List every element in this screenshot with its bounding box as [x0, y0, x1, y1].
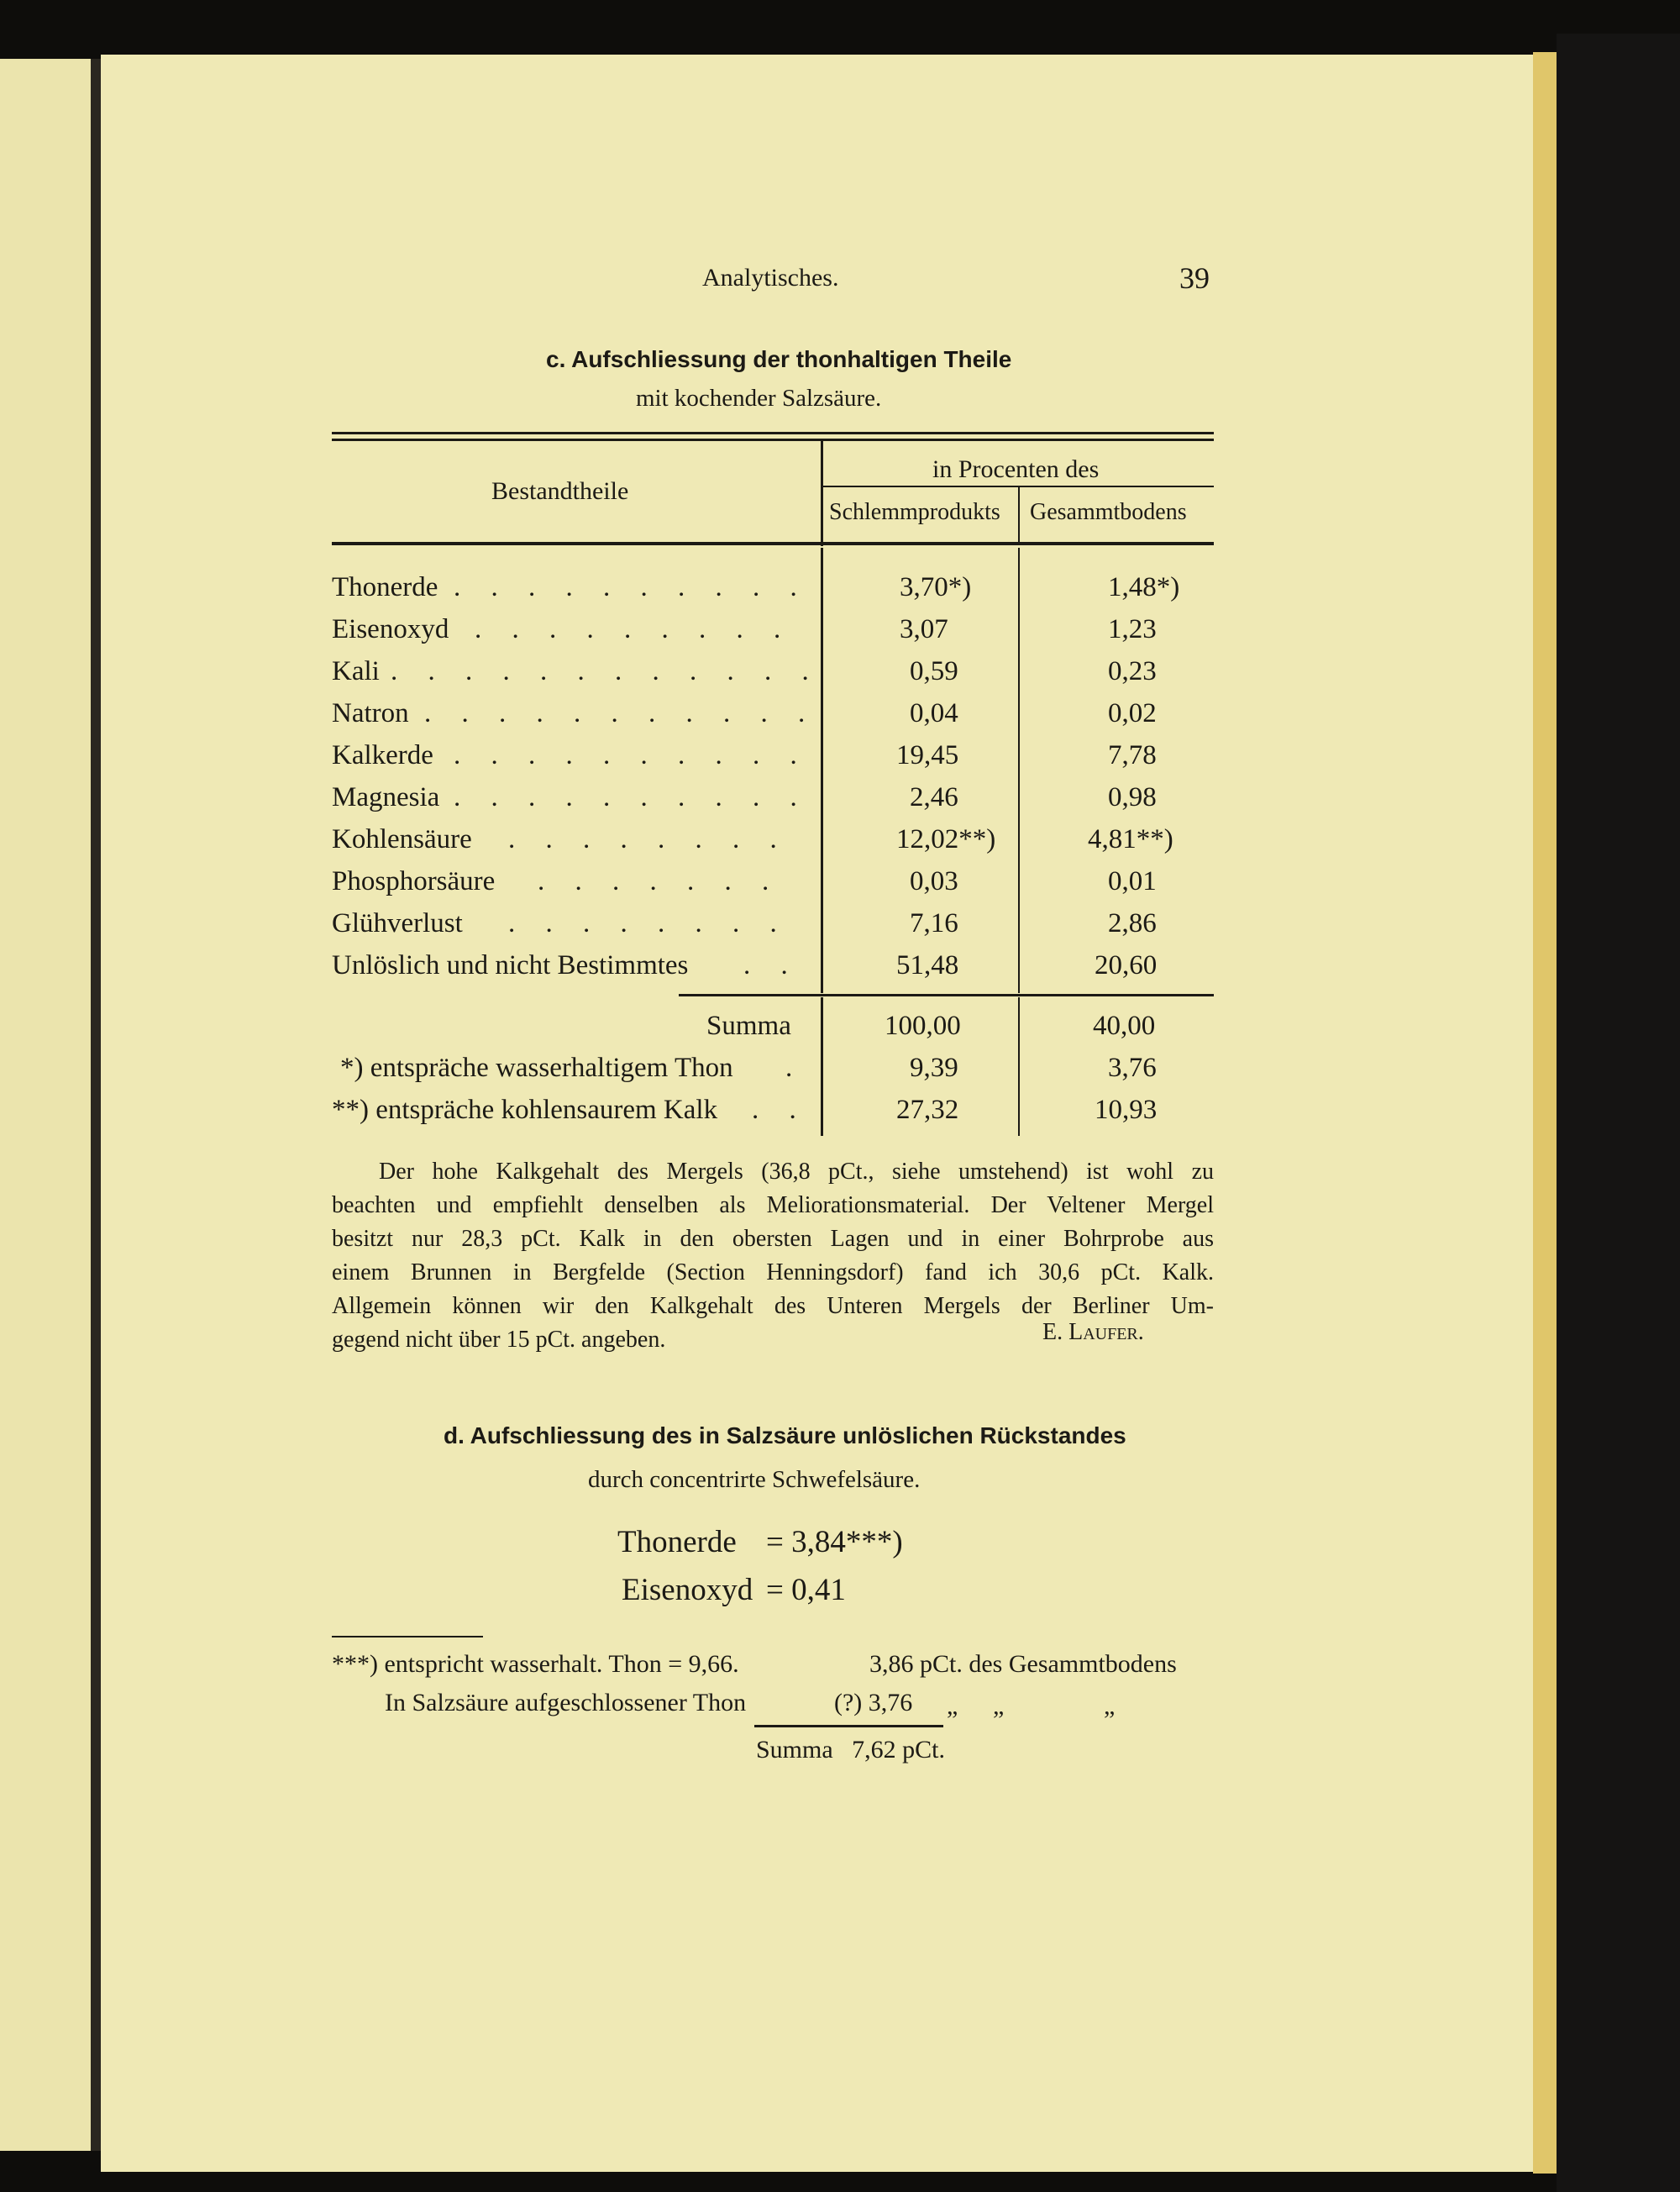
section-c-subtitle: mit kochender Salzsäure. [636, 385, 882, 412]
row-name: Unlöslich und nicht Bestimmtes [332, 950, 689, 980]
page-block-edge [1533, 52, 1557, 2174]
footnote-line-1-left: ***) entspricht wasserhalt. Thon = 9,66. [332, 1650, 739, 1678]
note-label: *) entspräche wasserhaltigem Thon [340, 1053, 733, 1083]
row-value-schlemm: 0,03 [910, 866, 958, 896]
paragraph-line: beachten und empfiehlt denselben als Meliorationsmaterial. Der Veltener Mergel [332, 1192, 1214, 1218]
paragraph-line: Der hohe Kalkgehalt des Mergels (36,8 pCt., siehe umstehend) ist wohl zu [379, 1159, 1214, 1185]
table-sum-rule [679, 994, 1214, 996]
footnote-line-1-right: 3,86 pCt. des Gesammtbodens [869, 1650, 1177, 1678]
row-value-schlemm: 51,48 [896, 950, 959, 980]
row-value-gesammt: 4,81**) [1088, 824, 1173, 854]
equation-thonerde-value: = 3,84***) [766, 1525, 903, 1559]
row-value-gesammt: 0,01 [1108, 866, 1157, 896]
page-number: 39 [1179, 261, 1210, 295]
note-value-schlemm: 9,39 [910, 1053, 958, 1083]
table-header-rule [332, 542, 1214, 545]
table-vrule-header-2 [1018, 487, 1020, 543]
table-top-rule-2 [332, 439, 1214, 441]
footnote-line-2-value: (?) 3,76 [834, 1689, 913, 1716]
row-value-schlemm: 3,07 [900, 614, 948, 644]
leader-dots: . . . . . . . . . . [454, 740, 809, 770]
row-value-schlemm: 7,16 [910, 908, 958, 938]
table-row [332, 908, 1214, 950]
ditto-mark: „ [1104, 1692, 1116, 1720]
footnote-sum-rule [754, 1725, 943, 1727]
table-row [332, 950, 1214, 992]
table-vrule-header [821, 441, 823, 546]
leader-dots: . . . . . . . . . . . . [391, 656, 821, 686]
table-top-rule [332, 432, 1214, 434]
table-note-row [332, 1053, 1214, 1095]
paragraph-line: besitzt nur 28,3 pCt. Kalk in den obersten Lagen und in einer Bohrprobe aus [332, 1226, 1214, 1252]
row-name: Kalkerde [332, 740, 433, 770]
footnote-sum: Summa 7,62 pCt. [756, 1736, 946, 1764]
equation-eisenoxyd-value: = 0,41 [766, 1573, 846, 1607]
table-sum-row [332, 1011, 1214, 1053]
leader-dots: . . . . . . . . . . . [424, 698, 817, 728]
book-cover [1557, 34, 1680, 2192]
row-value-gesammt: 0,02 [1108, 698, 1157, 728]
table-row [332, 740, 1214, 782]
row-name: Natron [332, 698, 409, 728]
note-label: **) entspräche kohlensaurem Kalk [332, 1095, 718, 1125]
row-value-gesammt: 1,48*) [1108, 572, 1180, 602]
leader-dots: . [785, 1053, 805, 1083]
row-name: Magnesia [332, 782, 440, 812]
row-value-schlemm: 3,70*) [900, 572, 972, 602]
col-header-schlemmprodukts: Schlemmprodukts [829, 499, 1000, 525]
col-header-gesammtbodens: Gesammtbodens [1030, 499, 1187, 525]
note-value-schlemm: 27,32 [896, 1095, 959, 1125]
row-value-gesammt: 20,60 [1095, 950, 1158, 980]
sum-label: Summa [706, 1011, 791, 1041]
table-row [332, 782, 1214, 824]
leader-dots: . . [752, 1095, 808, 1125]
row-value-schlemm: 19,45 [896, 740, 959, 770]
equation-eisenoxyd-name: Eisenoxyd [622, 1573, 753, 1607]
ditto-mark: „ [993, 1692, 1005, 1720]
row-name: Kali [332, 656, 380, 686]
row-value-gesammt: 2,86 [1108, 908, 1157, 938]
row-value-schlemm: 2,46 [910, 782, 958, 812]
table-note-row [332, 1095, 1214, 1137]
row-value-schlemm: 0,04 [910, 698, 958, 728]
table-row [332, 698, 1214, 740]
facing-page-edge [0, 59, 97, 2151]
table-row [332, 572, 1214, 614]
row-value-schlemm: 12,02**) [896, 824, 996, 854]
leader-dots: . . [743, 950, 800, 980]
table-row [332, 866, 1214, 908]
col-header-bestandtheile: Bestandtheile [491, 477, 629, 505]
paragraph-line: einem Brunnen in Bergfelde (Section Henningsdorf) fand ich 30,6 pCt. Kalk. [332, 1259, 1214, 1285]
row-value-gesammt: 1,23 [1108, 614, 1157, 644]
row-value-gesammt: 0,98 [1108, 782, 1157, 812]
leader-dots: . . . . . . . . [508, 908, 789, 938]
sum-value-schlemm: 100,00 [885, 1011, 961, 1041]
row-value-gesammt: 0,23 [1108, 656, 1157, 686]
paragraph-line: gegend nicht über 15 pCt. angeben. [332, 1327, 666, 1353]
running-header: Analytisches. [702, 264, 839, 292]
note-value-gesammt: 10,93 [1095, 1095, 1158, 1125]
sum-value-gesammt: 40,00 [1093, 1011, 1156, 1041]
footnote-line-2-left: In Salzsäure aufgeschlossener Thon [385, 1689, 747, 1716]
row-name: Eisenoxyd [332, 614, 449, 644]
table-row [332, 656, 1214, 698]
leader-dots: . . . . . . . . . [475, 614, 793, 644]
ditto-mark: „ [947, 1692, 958, 1720]
equation-thonerde-name: Thonerde [617, 1525, 737, 1559]
section-c-title: c. Aufschliessung der thonhaltigen Theile [546, 346, 1012, 372]
author-signature: E. Laufer. [1042, 1319, 1144, 1345]
col-header-group: in Procenten des [932, 455, 1100, 483]
leader-dots: . . . . . . . . . . [454, 782, 809, 812]
leader-dots: . . . . . . . [538, 866, 781, 896]
footnote-rule [332, 1636, 483, 1637]
section-d-subtitle: durch concentrirte Schwefelsäure. [588, 1466, 921, 1493]
leader-dots: . . . . . . . . [508, 824, 789, 854]
row-value-gesammt: 7,78 [1108, 740, 1157, 770]
leader-dots: . . . . . . . . . . [454, 572, 809, 602]
row-name: Kohlensäure [332, 824, 472, 854]
note-value-gesammt: 3,76 [1108, 1053, 1157, 1083]
row-name: Thonerde [332, 572, 438, 602]
table-row [332, 824, 1214, 866]
row-name: Glühverlust [332, 908, 463, 938]
section-d-title: d. Aufschliessung des in Salzsäure unlöslichen Rückstandes [444, 1422, 1126, 1448]
row-name: Phosphorsäure [332, 866, 496, 896]
row-value-schlemm: 0,59 [910, 656, 958, 686]
table-row [332, 614, 1214, 656]
paragraph-line: Allgemein können wir den Kalkgehalt des Unteren Mergels der Berliner Um- [332, 1293, 1214, 1319]
